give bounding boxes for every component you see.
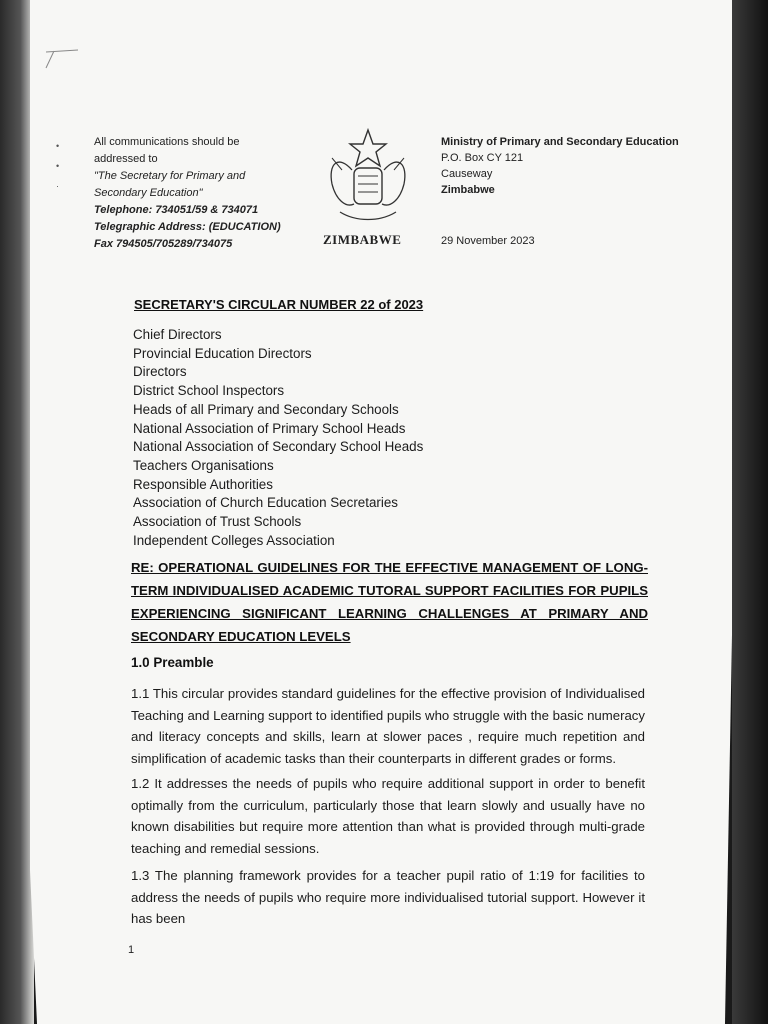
recipient: District School Inspectors — [133, 383, 285, 399]
telephone: Telephone: 734051/59 & 734071 — [94, 204, 259, 216]
recipient: Independent Colleges Association — [133, 532, 335, 548]
paragraph: 1.2 It addresses the needs of pupils who require additional support in order to benefit optimally from the curriculum, particularly those that learn slowly and usually have no known disabilities but require more attention than what is provided through multi-grade teaching and remedial sessions. — [131, 776, 645, 856]
header-line: addressed to — [94, 153, 158, 165]
section-heading: 1.0 Preamble — [131, 655, 214, 670]
scan-right-edge — [732, 0, 768, 1024]
coat-of-arms-label: ZIMBABWE — [323, 232, 402, 247]
recipient: Responsible Authorities — [133, 476, 273, 492]
recipient: Teachers Organisations — [133, 457, 274, 473]
circular-title: SECRETARY'S CIRCULAR NUMBER 22 of 2023 — [134, 297, 424, 312]
margin-marks: • • · — [56, 141, 60, 191]
recipient: Association of Trust Schools — [133, 514, 302, 530]
ministry-name: Ministry of Primary and Secondary Education — [441, 136, 679, 148]
page-number: 1 — [128, 944, 135, 956]
recipient: National Association of Secondary School Heads — [133, 439, 424, 455]
telegraphic-address: Telegraphic Address: (EDUCATION) — [94, 221, 281, 233]
paragraph: 1.1 This circular provides standard guidelines for the effective provision of Individualised Teaching and Learning support to identified pupils who struggle with the basic numeracy and literacy concepts and skills, learn at slower paces , require much repetition and simplification of academic tasks than their counterparts in different grades or forms. — [131, 686, 645, 766]
scan-left-edge — [0, 0, 34, 1024]
recipient: National Association of Primary School Heads — [133, 420, 406, 436]
recipient: Directors — [133, 364, 187, 380]
pen-mark-icon — [44, 48, 80, 70]
header-address-block — [441, 134, 711, 198]
po-box: P.O. Box CY 121 — [441, 152, 524, 164]
header-line: All communications should be — [94, 136, 240, 148]
recipient: Association of Church Education Secretaries — [133, 495, 398, 511]
recipient: Chief Directors — [133, 327, 222, 342]
subject-line: RE: OPERATIONAL GUIDELINES FOR THE EFFECTIVE MANAGEMENT OF LONG-TERM INDIVIDUALISED ACADEMIC TUTORAL SUPPORT FACILITIES FOR PUPILS EXPERIENCING SIGNIFICANT LEARNING CHALLENGES AT PRIMARY AND SECONDARY EDUCATION LEVELS — [131, 560, 648, 644]
header-contact-block — [94, 134, 294, 253]
paragraph: 1.3 The planning framework provides for a teacher pupil ratio of 1:19 for facilities to address the needs of pupils who require more individualised tutorial support. However it has been — [131, 868, 645, 927]
recipient: Provincial Education Directors — [133, 345, 312, 361]
city: Causeway — [441, 168, 493, 180]
recipients-list — [133, 326, 553, 550]
recipient: Heads of all Primary and Secondary Schools — [133, 401, 399, 417]
header-line: Secondary Education" — [94, 187, 203, 199]
letter-date: 29 November 2023 — [441, 235, 535, 247]
fax: Fax 794505/705289/734075 — [94, 238, 233, 250]
country: Zimbabwe — [441, 184, 495, 196]
header-line: "The Secretary for Primary and — [94, 170, 246, 182]
